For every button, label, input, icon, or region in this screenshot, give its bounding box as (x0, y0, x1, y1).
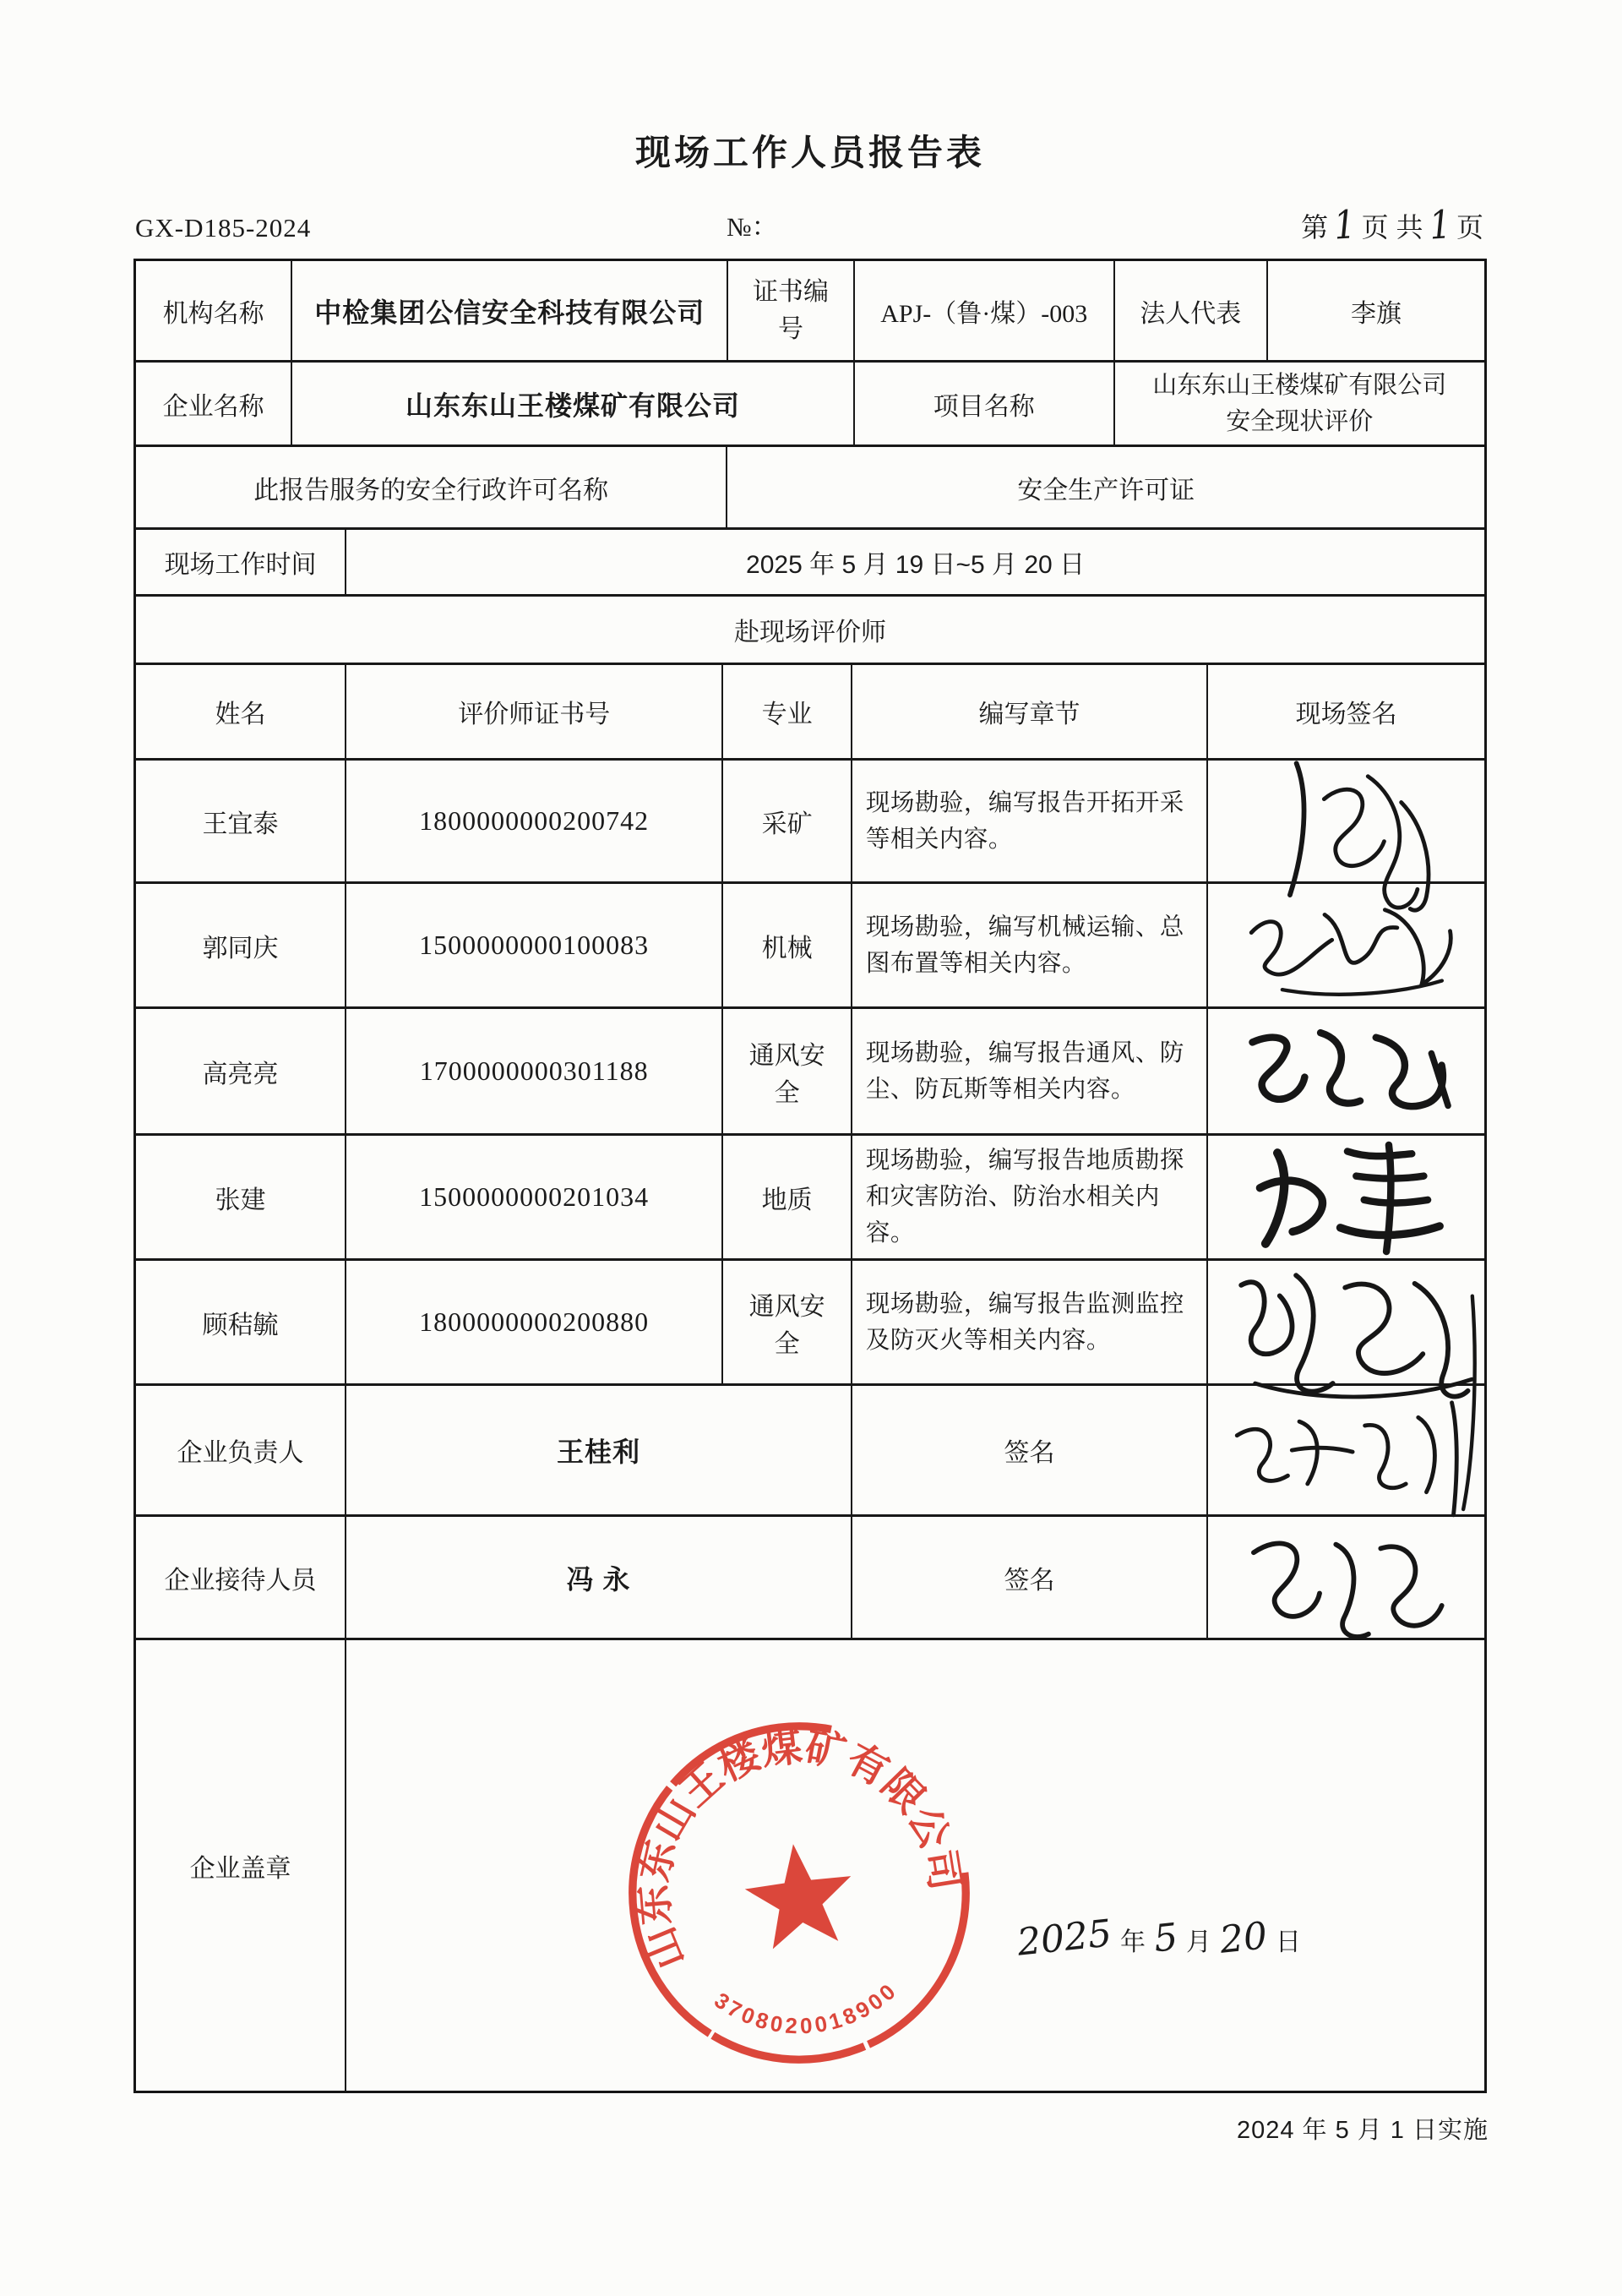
seal-label: 企业盖章 (136, 1640, 346, 2091)
report-table (133, 259, 1487, 2093)
leader-label: 企业负责人 (136, 1386, 346, 1514)
stamp-date-month: 5 (1151, 1915, 1180, 1961)
signature-guotongqing-icon (1233, 875, 1461, 1019)
evaluator-name: 高亮亮 (136, 1009, 346, 1133)
receptionist-sign-label: 签名 (852, 1517, 1208, 1638)
signature-fengyong (1208, 1517, 1484, 1638)
license-label: 此报告服务的安全行政许可名称 (136, 447, 727, 527)
leader-name: 王桂利 (346, 1386, 852, 1514)
evaluator-name: 王宜泰 (136, 761, 346, 881)
signature-fengyong-icon (1229, 1505, 1457, 1657)
project-label: 项目名称 (855, 363, 1115, 444)
worktime-label: 现场工作时间 (136, 530, 346, 594)
page-prefix: 第 (1301, 212, 1329, 243)
project-name-text (1152, 368, 1446, 439)
evaluator-major: 采矿 (723, 761, 852, 881)
cert-number: APJ-（鲁·煤）-003 (855, 261, 1115, 360)
leader-sign-label: 签名 (852, 1386, 1208, 1514)
number-label: №： (727, 212, 778, 242)
evaluator-major: 通风安全 (723, 1261, 852, 1383)
evaluator-row (136, 1136, 1484, 1261)
legal-rep-label: 法人代表 (1115, 261, 1268, 360)
evaluator-major: 地质 (723, 1136, 852, 1258)
header-cert: 评价师证书号 (346, 665, 723, 758)
page-title: 现场工作人员报告表 (634, 133, 985, 172)
org-label: 机构名称 (136, 261, 292, 360)
legal-rep-name: 李旗 (1350, 299, 1402, 328)
page-suffix: 页 (1456, 212, 1483, 243)
header-major: 专业 (723, 665, 852, 758)
implementation-date: 2024 年 5 月 1 日实施 (1236, 2117, 1489, 2144)
row-worktime (136, 530, 1484, 597)
signature-wangyitai (1208, 761, 1484, 881)
evaluator-name: 郭同庆 (136, 884, 346, 1006)
evaluator-row (136, 1261, 1484, 1386)
signature-gujieyu (1208, 1261, 1484, 1383)
row-company-leader (136, 1386, 1484, 1517)
evaluator-cert: 1700000000301188 (346, 1009, 723, 1133)
evaluator-duty: 现场勘验，编写机械运输、总图布置等相关内容。 (852, 884, 1208, 1006)
header-duty: 编写章节 (852, 665, 1208, 758)
project-name-line1: 山东东山王楼煤矿有限公司 (1152, 372, 1447, 400)
stamp-code-text: 3708020018900 (710, 1977, 903, 2039)
signature-zhangjian (1208, 1136, 1484, 1258)
evaluator-row (136, 884, 1484, 1009)
evaluator-cert: 1500000000100083 (346, 884, 723, 1006)
stamp-date-month-label: 月 (1185, 1928, 1211, 1956)
evaluator-row (136, 1009, 1484, 1136)
evaluator-row (136, 761, 1484, 884)
page-number-handwritten: 1 (1332, 202, 1358, 249)
receptionist-label: 企业接待人员 (136, 1517, 346, 1638)
row-license (136, 447, 1484, 530)
header-signature: 现场签名 (1295, 701, 1397, 728)
row-evaluator-headers (136, 665, 1484, 761)
evaluator-duty: 现场勘验，编写报告监测监控及防灭火等相关内容。 (852, 1261, 1208, 1383)
evaluator-name: 张建 (136, 1136, 346, 1258)
project-name-line2: 安全现状评价 (1226, 407, 1374, 435)
signature-gaoliangliang (1208, 1009, 1484, 1133)
evaluator-major: 机械 (723, 884, 852, 1006)
worktime-value: 2025 年 5 月 19 日~5 月 20 日 (746, 551, 1086, 579)
row-section-title (136, 597, 1484, 665)
row-organization (136, 261, 1484, 363)
page-middle: 页 共 (1361, 212, 1423, 243)
receptionist-name: 冯 永 (346, 1517, 852, 1638)
stamp-date (1012, 1912, 1367, 1965)
stamp-date-day-label: 日 (1275, 1928, 1301, 1956)
stamp-date-year: 2025 (1015, 1912, 1114, 1965)
stamp-date-day: 20 (1217, 1914, 1270, 1962)
license-name: 安全生产许可证 (1017, 476, 1195, 504)
evaluator-duty: 现场勘验，编写报告通风、防尘、防瓦斯等相关内容。 (852, 1009, 1208, 1133)
company-name: 山东东山王楼煤矿有限公司 (292, 363, 854, 444)
row-receptionist (136, 1517, 1484, 1640)
page-indicator (1301, 202, 1483, 249)
total-pages-handwritten: 1 (1427, 202, 1452, 249)
evaluator-cert: 1800000000200742 (346, 761, 723, 881)
row-company (136, 363, 1484, 447)
evaluator-duty: 现场勘验，编写报告开拓开采等相关内容。 (852, 761, 1208, 881)
signature-wangguili (1208, 1386, 1484, 1514)
evaluator-duty: 现场勘验，编写报告地质勘探和灾害防治、防治水相关内容。 (852, 1136, 1208, 1258)
evaluator-name: 顾秸毓 (136, 1261, 346, 1383)
signature-guotongqing (1208, 884, 1484, 1006)
org-name: 中检集团公信安全科技有限公司 (292, 261, 728, 360)
signature-gaoliangliang-icon (1225, 1009, 1470, 1136)
project-name (1115, 363, 1484, 444)
cert-label: 证书编号 (728, 261, 855, 360)
stamp-company-text: 山东东山王楼煤矿有限公司 (630, 1724, 967, 1976)
meta-row (133, 201, 1487, 247)
stamp-date-year-label: 年 (1119, 1928, 1146, 1956)
seal-area (346, 1640, 1484, 2091)
evaluator-major: 通风安全 (723, 1009, 852, 1133)
section-title: 赴现场评价师 (734, 619, 886, 646)
evaluator-cert: 1500000000201034 (346, 1136, 723, 1258)
row-company-seal (136, 1640, 1484, 2091)
evaluator-cert: 1800000000200880 (346, 1261, 723, 1383)
doc-code: GX-D185-2024 (135, 213, 312, 243)
header-name: 姓名 (136, 665, 346, 758)
company-label: 企业名称 (136, 363, 292, 444)
